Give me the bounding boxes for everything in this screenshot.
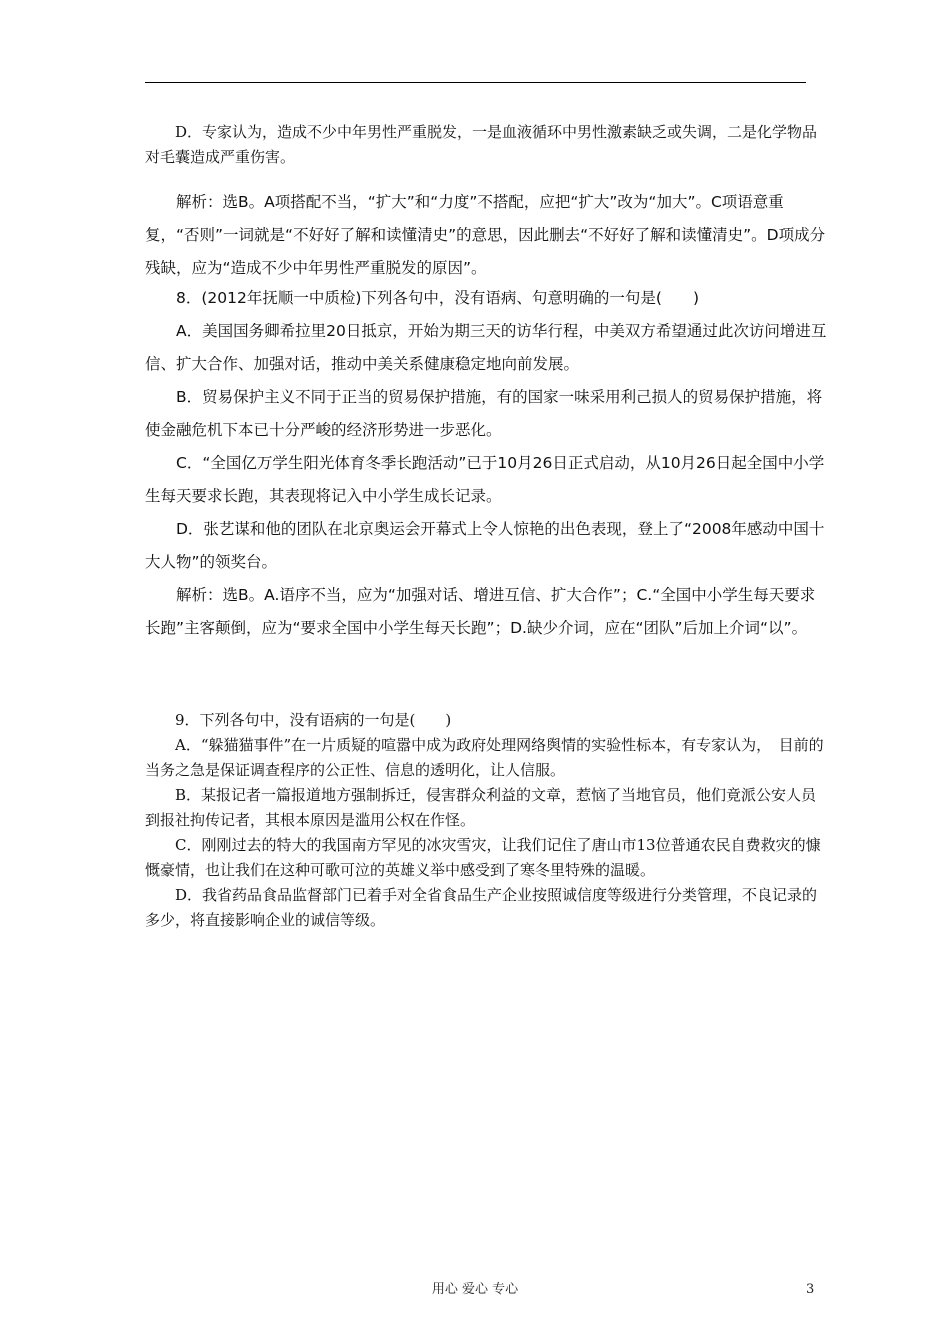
q8-option-a: A．美国国务卿希拉里20日抵京，开始为期三天的访华行程，中美双方希望通过此次访问增进互信、扩大合作、加强对话，推动中美关系健康稳定地向前发展。 — [145, 322, 827, 373]
page-number: 3 — [806, 1282, 815, 1297]
q9-option-b: B．某报记者一篇报道地方强制拆迁，侵害群众利益的文章，惹恼了当地官员，他们竟派公安人员到报社拘传记者，其根本原因是滥用公权在作怪。 — [145, 786, 817, 829]
q8-option-b: B．贸易保护主义不同于正当的贸易保护措施，有的国家一味采用利己损人的贸易保护措施，将使金融危机下本已十分严峻的经济形势进一步恶化。 — [145, 388, 823, 439]
q8-stem: 8．(2012年抚顺一中质检)下列各句中，没有语病、句意明确的一句是( ) — [176, 289, 699, 307]
q7-analysis: 解析：选B。A项搭配不当，“扩大”和“力度”不搭配，应把“扩大”改为“加大”。C项语意重复，“否则”一词就是“不好好了解和读懂清史”的意思，因此删去“不好好了解和读懂清史”。D项成分残缺，应为“造成不少中年男性严重脱发的原因”。 — [145, 193, 826, 277]
q8-option-d: D．张艺谋和他的团队在北京奥运会开幕式上令人惊艳的出色表现，登上了“2008年感动中国十大人物”的领奖台。 — [145, 520, 825, 571]
footer-text: 用心 爱心 专心 — [431, 1282, 519, 1297]
question-9 — [145, 708, 830, 933]
header-rule — [145, 82, 806, 83]
q8-option-c: C．“全国亿万学生阳光体育冬季长跑活动”已于10月26日正式启动，从10月26日起全国中小学生每天要求长跑，其表现将记入中小学生成长记录。 — [145, 454, 825, 505]
q7-analysis-block — [145, 186, 830, 285]
q9-option-a: A．“躲猫猫事件”在一片质疑的喧嚣中成为政府处理网络舆情的实验性标本，有专家认为， 目前的当务之急是保证调查程序的公正性、信息的透明化，让人信服。 — [145, 736, 824, 779]
q9-option-c: C．刚刚过去的特大的我国南方罕见的冰灾雪灾，让我们记住了唐山市13位普通农民自费救灾的慷慨豪情，也让我们在这种可歌可泣的英雄义举中感受到了寒冬里特殊的温暖。 — [145, 836, 821, 879]
q7-option-d-block — [145, 120, 830, 170]
q8-analysis: 解析：选B。A.语序不当，应为“加强对话、增进互信、扩大合作”；C.“全国中小学生每天要求长跑”主客颠倒，应为“要求全国中小学生每天长跑”；D.缺少介词，应在“团队”后加上介词“以”。 — [145, 586, 816, 637]
q9-stem: 9．下列各句中，没有语病的一句是( ) — [175, 711, 452, 729]
q7-option-d: D．专家认为，造成不少中年男性严重脱发，一是血液循环中男性激素缺乏或失调，二是化学物品对毛囊造成严重伤害。 — [145, 123, 818, 166]
q9-option-d: D．我省药品食品监督部门已着手对全省食品生产企业按照诚信度等级进行分类管理，不良记录的多少，将直接影响企业的诚信等级。 — [145, 886, 818, 929]
question-8 — [145, 282, 830, 645]
